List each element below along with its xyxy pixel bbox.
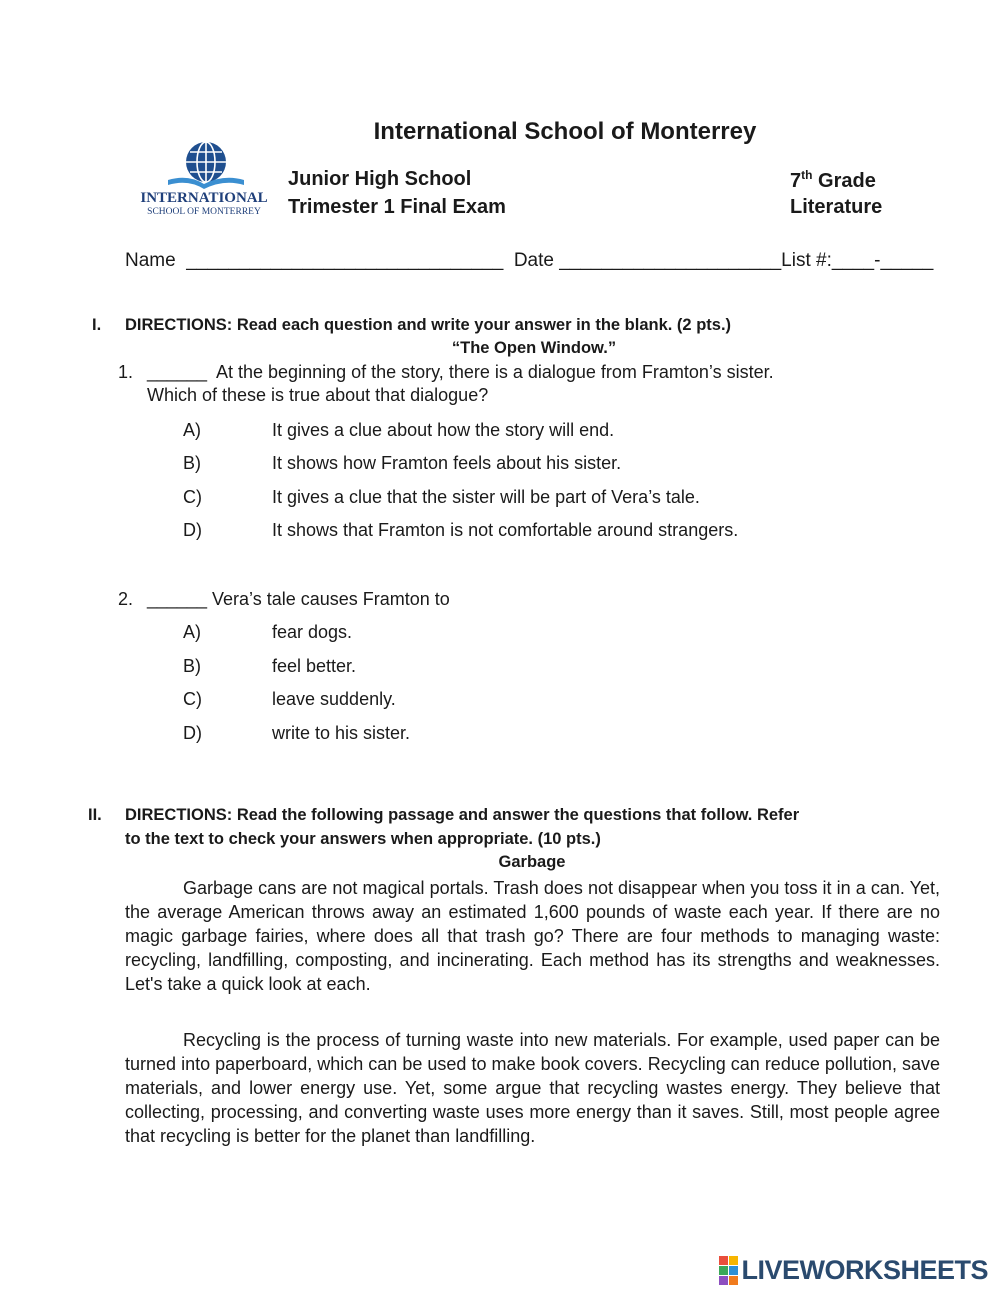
logo-text-line1: INTERNATIONAL bbox=[140, 190, 268, 206]
liveworksheets-text: LIVEWORKSHEETS bbox=[741, 1254, 988, 1285]
q1-option-c-text: It gives a clue that the sister will be part of Vera’s tale. bbox=[272, 487, 700, 507]
school-title: International School of Monterrey bbox=[373, 118, 757, 145]
liveworksheets-watermark bbox=[719, 1252, 988, 1288]
grade-number: 7 bbox=[790, 170, 802, 192]
question2-answer-blank[interactable]: ______ bbox=[147, 589, 208, 609]
q1-option-d-letter: D) bbox=[183, 520, 202, 540]
q2-option-c-letter: C) bbox=[183, 689, 202, 709]
q2-option-b-letter: B) bbox=[183, 656, 201, 676]
q2-option-a-letter: A) bbox=[183, 622, 201, 642]
school-logo bbox=[138, 140, 270, 220]
name-blank[interactable]: ______________________________ bbox=[186, 250, 504, 271]
q2-option-d-letter: D) bbox=[183, 723, 202, 743]
q1-option-c-letter: C) bbox=[183, 487, 202, 507]
q2-option-a-text: fear dogs. bbox=[272, 622, 353, 642]
passage-title: Garbage bbox=[498, 853, 566, 871]
section1-directions: DIRECTIONS: Read each question and write your answer in the blank. (2 pts.) bbox=[125, 316, 732, 334]
question1-number: 1. bbox=[118, 362, 134, 382]
question2-text: Vera’s tale causes Framton to bbox=[212, 589, 450, 609]
q2-option-d-text: write to his sister. bbox=[272, 723, 411, 743]
student-info-line bbox=[125, 250, 933, 272]
grade-suffix: th bbox=[801, 168, 813, 182]
exam-name: Trimester 1 Final Exam bbox=[288, 196, 506, 218]
question2-number: 2. bbox=[118, 589, 134, 609]
section2-numeral: II. bbox=[88, 806, 102, 824]
subject-name: Literature bbox=[790, 196, 883, 218]
date-label: Date bbox=[513, 250, 554, 271]
question1-answer-blank[interactable]: ______ bbox=[147, 362, 208, 382]
grade-label bbox=[790, 168, 876, 193]
passage-paragraph-1: Garbage cans are not magical portals. Trash does not disappear when you toss it in a can. Yet, the average American throws away an estimated 1,600 pounds of waste each year. If there are no magic garbage fairies, where does all that trash go? There are four methods to managing waste: recycling, landfilling, composting, and incinerating. Each method has its strengths and weaknesses. Let's take a quick look at each. bbox=[125, 878, 940, 994]
q1-option-a-letter: A) bbox=[183, 420, 201, 440]
date-blank[interactable]: _____________________ bbox=[559, 250, 782, 271]
q2-option-b-text: feel better. bbox=[272, 656, 357, 676]
section1-numeral: I. bbox=[92, 316, 102, 334]
story-title: “The Open Window.” bbox=[451, 339, 617, 357]
q1-option-a-text: It gives a clue about how the story will end. bbox=[272, 420, 615, 440]
question1-text-line1: At the beginning of the story, there is a dialogue from Framton’s sister. bbox=[216, 362, 774, 382]
q1-option-b-letter: B) bbox=[183, 453, 201, 473]
liveworksheets-logo-icon bbox=[719, 1256, 738, 1285]
logo-text-line2: SCHOOL OF MONTERREY bbox=[147, 207, 261, 217]
name-label: Name bbox=[125, 250, 176, 271]
q2-option-c-text: leave suddenly. bbox=[272, 689, 396, 709]
list-number-label[interactable]: List #:____-_____ bbox=[781, 250, 934, 271]
q1-option-b-text: It shows how Framton feels about his sister. bbox=[272, 453, 622, 473]
grade-word: Grade bbox=[818, 170, 876, 192]
globe-book-icon bbox=[138, 140, 270, 192]
passage-paragraph-2: Recycling is the process of turning waste into new materials. For example, used paper can be turned into paperboard, which can be used to make book covers. Recycling can reduce pollution, save materials, and lower energy use. Yet, some argue that recycling wastes energy. They believe that collecting, processing, and converting waste uses more energy than it saves. Still, most people agree that recycling is better for the planet than landfilling. bbox=[125, 1030, 940, 1146]
q1-option-d-text: It shows that Framton is not comfortable around strangers. bbox=[272, 520, 739, 540]
section2-directions-line2: to the text to check your answers when appropriate. (10 pts.) bbox=[125, 830, 601, 848]
section2-directions-line1: DIRECTIONS: Read the following passage and answer the questions that follow. Refer bbox=[125, 806, 800, 824]
school-level: Junior High School bbox=[288, 168, 472, 190]
question1-text-line2: Which of these is true about that dialogue? bbox=[147, 385, 489, 405]
